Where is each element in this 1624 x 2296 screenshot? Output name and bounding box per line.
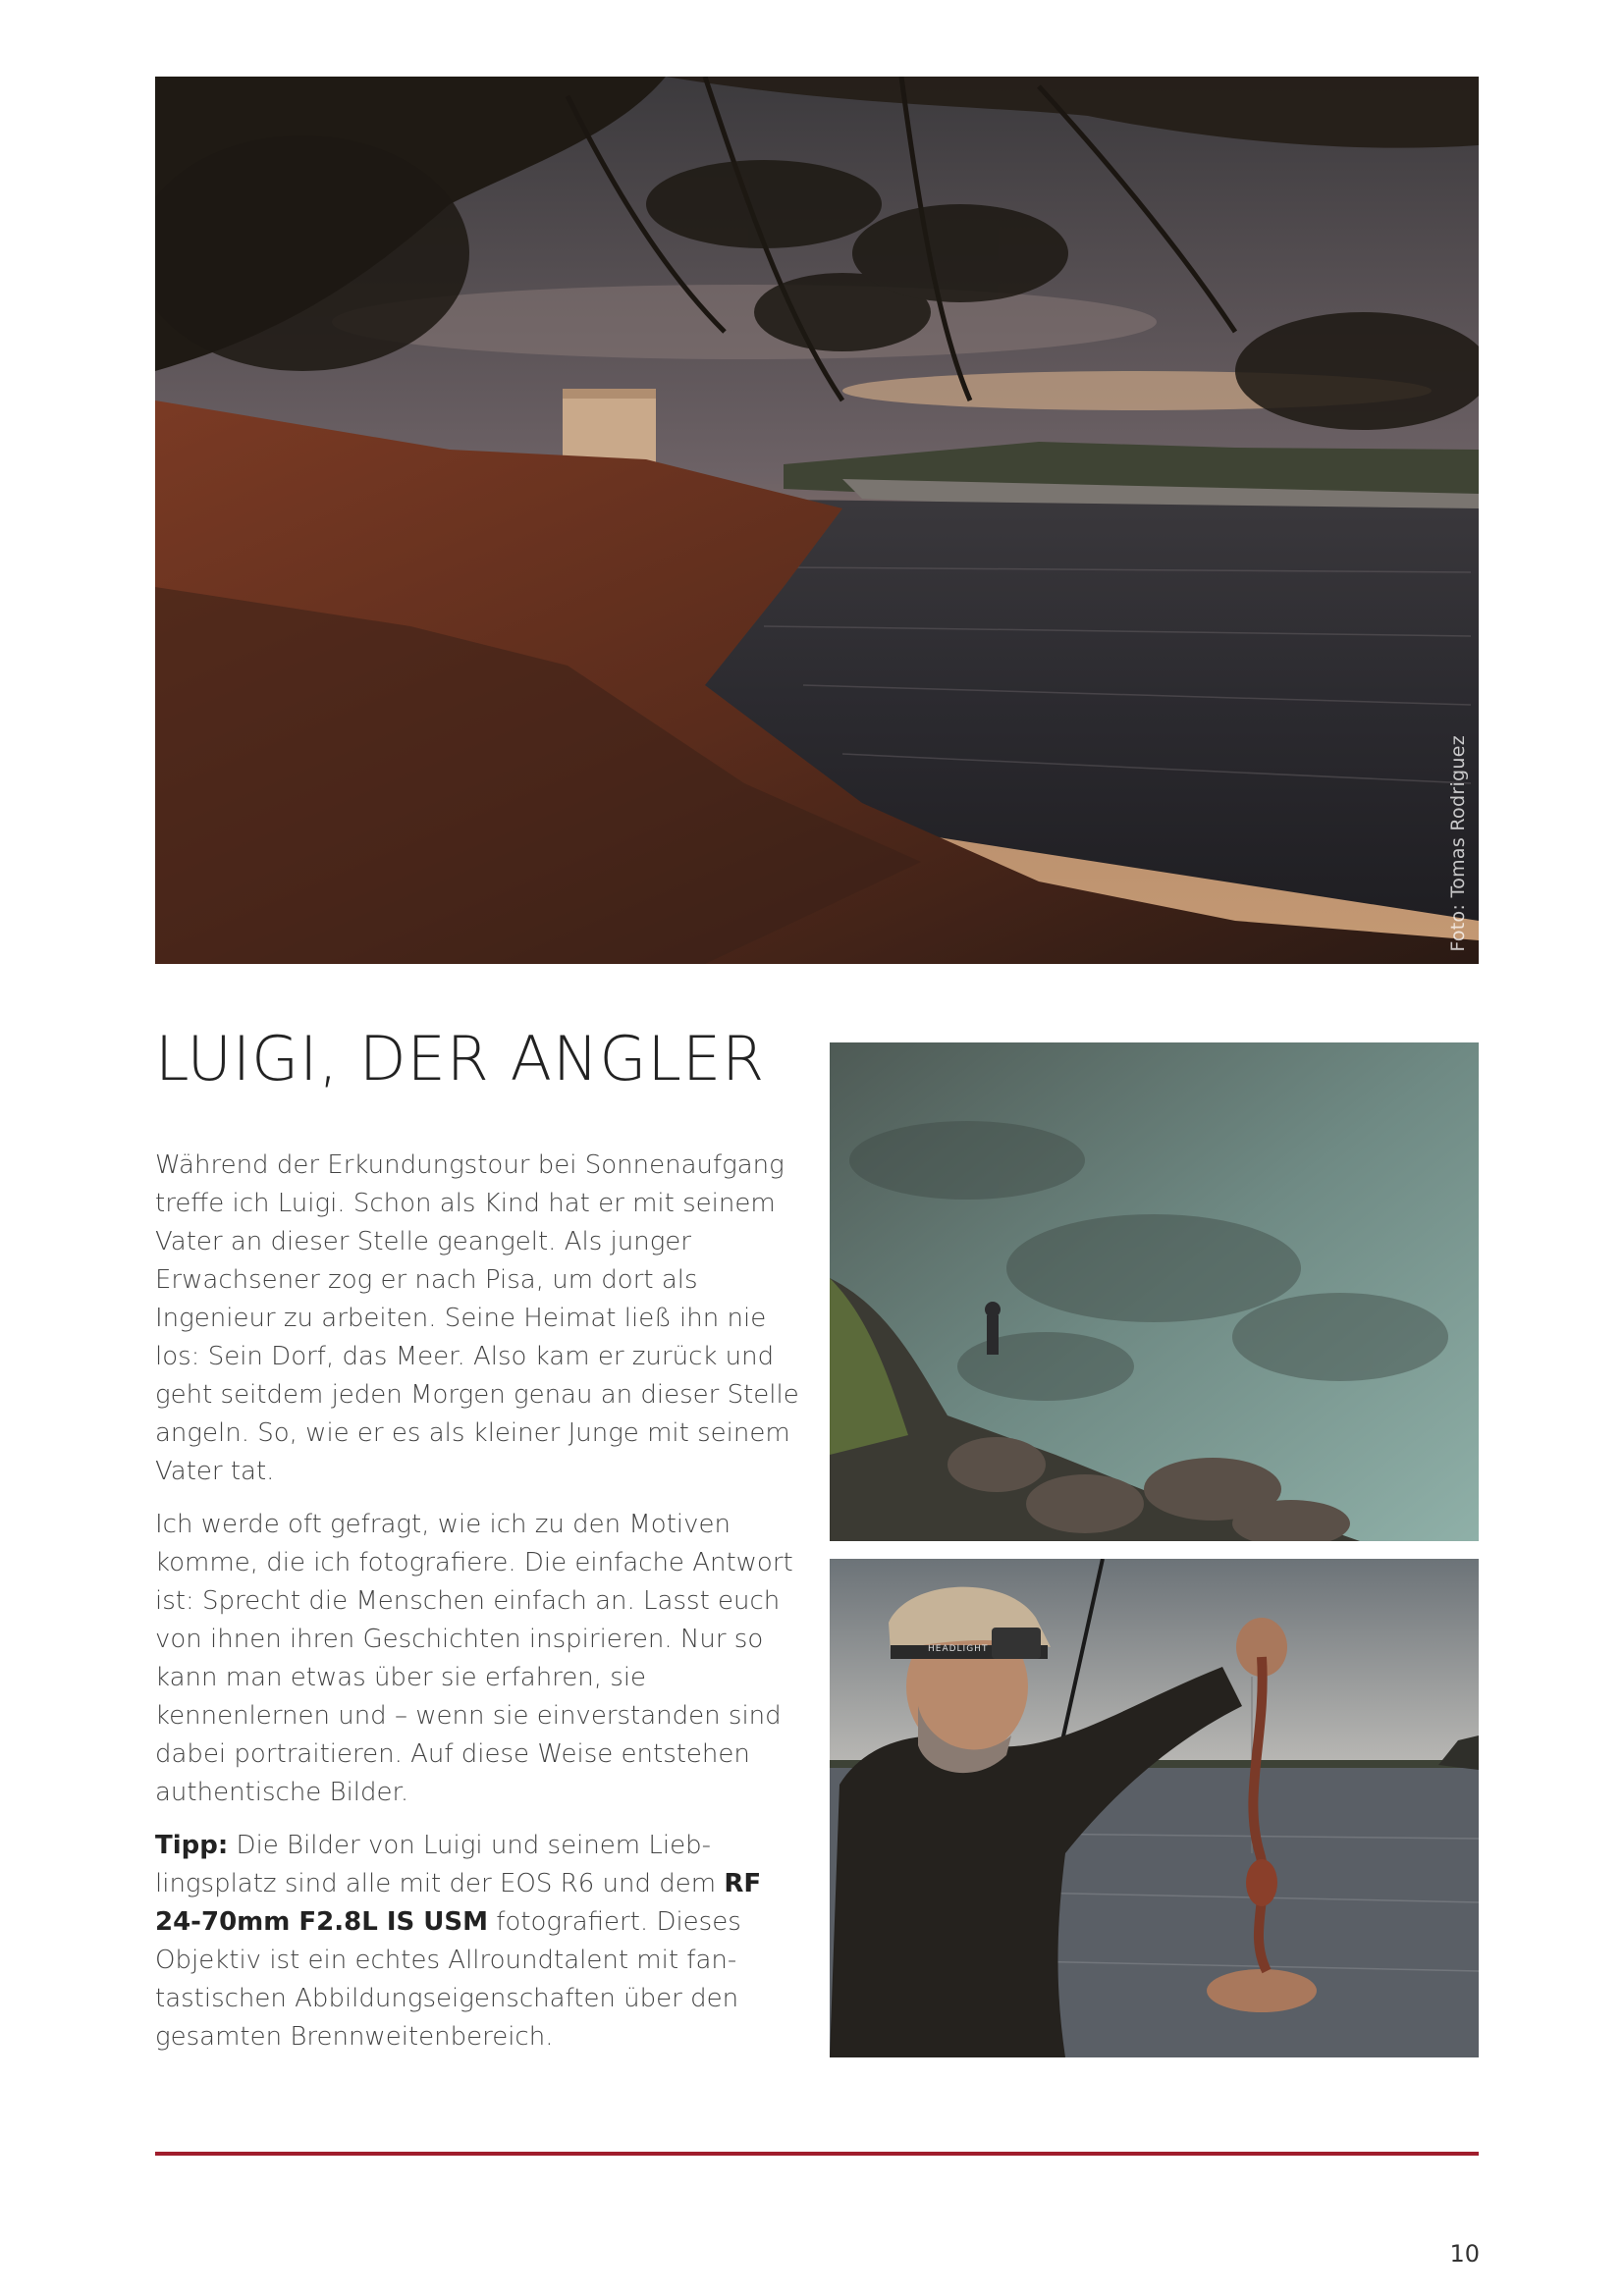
tip-text-1: Die Bilder von Luigi und seinem Lieblingsplatz sind alle mit der EOS R6 und dem bbox=[155, 1831, 725, 1898]
cap-print: HEADLIGHT bbox=[928, 1644, 989, 1654]
paragraph-1: Während der Erkundungstour bei Sonnenaufgang treffe ich Luigi. Schon als Kind hat er mit seinem Vater an dieser Stelle geangelt. Als junger Erwachsener zog er nach Pisa, um dort als Ingenieur zu arbeiten. Seine Heimat ließ ihn nie los: Sein Dorf, das Meer. Also kam er zurück und geht seitdem jeden Morgen genau an dieser Stelle angeln. So, wie er es als kleiner Junge mit seinem Vater tat. bbox=[155, 1150, 799, 1486]
tip-lens: RF 24-70mm F2.8L IS USM bbox=[155, 1869, 762, 1937]
paragraph-2: Ich werde oft gefragt, wie ich zu den Motiven komme, die ich fotografiere. Die einfache Antwort ist: Sprecht die Menschen einfach an. Lasst euch von ihnen ihren Geschichten inspirieren. Nur so kann man etwas über sie erfahren, sie kennenlernen und – wenn sie einverstanden sind dabei portraitieren. Auf diese Weise entstehen authentische Bilder. bbox=[155, 1510, 793, 1807]
article-body bbox=[155, 1147, 813, 2071]
tip-text-2: fotografiert. Dieses Objektiv ist ein echtes Allroundtalent mit fantastischen Abbildungseigenschaften über den gesamten Brennweitenbereich. bbox=[155, 1907, 741, 2052]
article-title: LUIGI, DER ANGLER bbox=[155, 1023, 766, 1095]
tip-paragraph bbox=[155, 1827, 813, 2056]
sea-photo bbox=[830, 1042, 1479, 1541]
angler-photo bbox=[830, 1559, 1479, 2057]
hero-photo bbox=[155, 77, 1479, 964]
tip-label: Tipp: bbox=[155, 1831, 229, 1860]
footer-rule bbox=[155, 2152, 1479, 2156]
photo-credit: Foto: Tomas Rodriguez bbox=[1447, 735, 1469, 952]
page-number: 10 bbox=[1449, 2240, 1480, 2268]
